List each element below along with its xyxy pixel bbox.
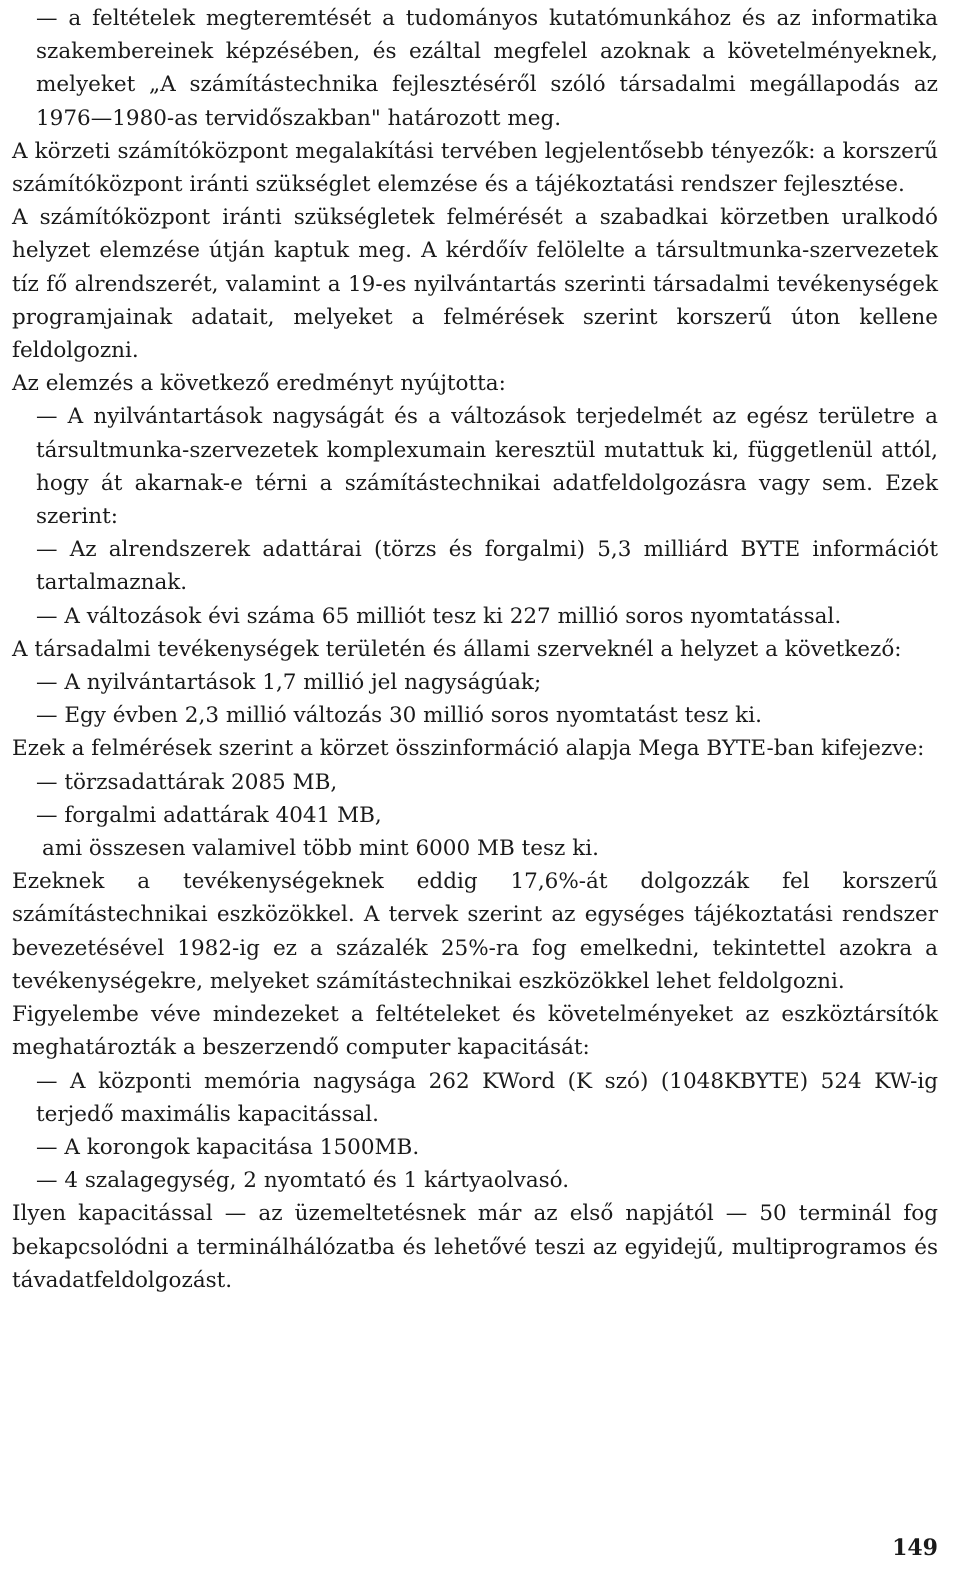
paragraph: Ezeknek a tevékenységeknek eddig 17,6%-át dolgozzák fel korszerű számítástechnikai eszközökkel. A tervek szerint az egységes tájékoztatási rendszer bevezetésével 1982-ig ez a százalék 25%-ra fog emelkedni, tekintettel azokra a tevékenységekre, melyeket számítástechnikai eszközökkel lehet feldolgozni. — [12, 869, 938, 994]
list-item: — 4 szalagegység, 2 nyomtató és 1 kártyaolvasó. — [36, 1168, 570, 1194]
paragraph: Figyelembe véve mindezeket a feltételeket és követelményeket az eszköztársítók meghatározták a beszerzendő computer kapacitását: — [12, 1002, 938, 1061]
paragraph: ami összesen valamivel több mint 6000 MB tesz ki. — [42, 836, 599, 862]
paragraph: Az elemzés a következő eredményt nyújtotta: — [12, 371, 506, 397]
list-item: — A központi memória nagysága 262 KWord (K szó) (1048KBYTE) 524 KW-ig terjedő maximális kapacitással. — [36, 1068, 938, 1127]
list-item: — A nyilvántartások 1,7 millió jel nagyságúak; — [36, 670, 542, 696]
list-item: — törzsadattárak 2085 MB, — [36, 769, 338, 795]
paragraph: A körzeti számítóközpont megalakítási tervében legjelentősebb tényezők: a korszerű számítóközpont iránti szükséglet elemzése és a tájékoztatási rendszer fejlesztése. — [12, 138, 938, 198]
paragraph: A számítóközpont iránti szükségletek felmérését a szabadkai körzetben uralkodó helyzet elemzése útján kaptuk meg. A kérdőív felölelte a társultmunka-szervezetek tíz fő alrendszerét, valamint a 19-es nyilvántartás szerinti társadalmi tevékenységek programjainak adatait, melyeket a felmérések szerint korszerű úton kellene feldolgozni. — [12, 205, 938, 364]
list-item: — forgalmi adattárak 4041 MB, — [36, 802, 382, 828]
paragraph: Ilyen kapacitással — az üzemeltetésnek már az első napjától — 50 terminál fog bekapcsolódni a terminálhálózatba és lehetővé teszi az egyidejű, multiprogramos és távadatfeldolgozást. — [12, 1201, 938, 1293]
page-number: 149 — [892, 1535, 938, 1561]
list-item: — A nyilvántartások nagyságát és a változások terjedelmét az egész területre a társultmunka-szervezetek komplexumain keresztül mutattuk ki, függetlenül attól, hogy át akarnak-e térni a számítástechnikai adatfeldolgozásra vagy sem. Ezek szerint: — [36, 404, 938, 530]
paragraph: — a feltételek megteremtését a tudományos kutatómunkához és az informatika szakembereinek képzésében, és ezáltal megfelel azoknak a követelményeknek, melyeket „A számítástechnika fejlesztéséről szóló társadalmi megállapodás az 1976—1980-as tervidőszakban" határozott meg. — [36, 6, 938, 131]
list-item: — Egy évben 2,3 millió változás 30 millió soros nyomtatást tesz ki. — [36, 703, 762, 729]
paragraph: Ezek a felmérések szerint a körzet összinformáció alapja Mega BYTE-ban kifejezve: — [12, 736, 925, 762]
paragraph: A társadalmi tevékenységek területén és állami szerveknél a helyzet a következő: — [12, 636, 902, 662]
body-text — [12, 2, 938, 1297]
list-item: — A korongok kapacitása 1500MB. — [36, 1134, 420, 1160]
list-item: — A változások évi száma 65 milliót tesz ki 227 millió soros nyomtatással. — [36, 603, 842, 629]
list-item: — Az alrendszerek adattárai (törzs és forgalmi) 5,3 milliárd BYTE információt tartalmaznak. — [36, 537, 938, 596]
